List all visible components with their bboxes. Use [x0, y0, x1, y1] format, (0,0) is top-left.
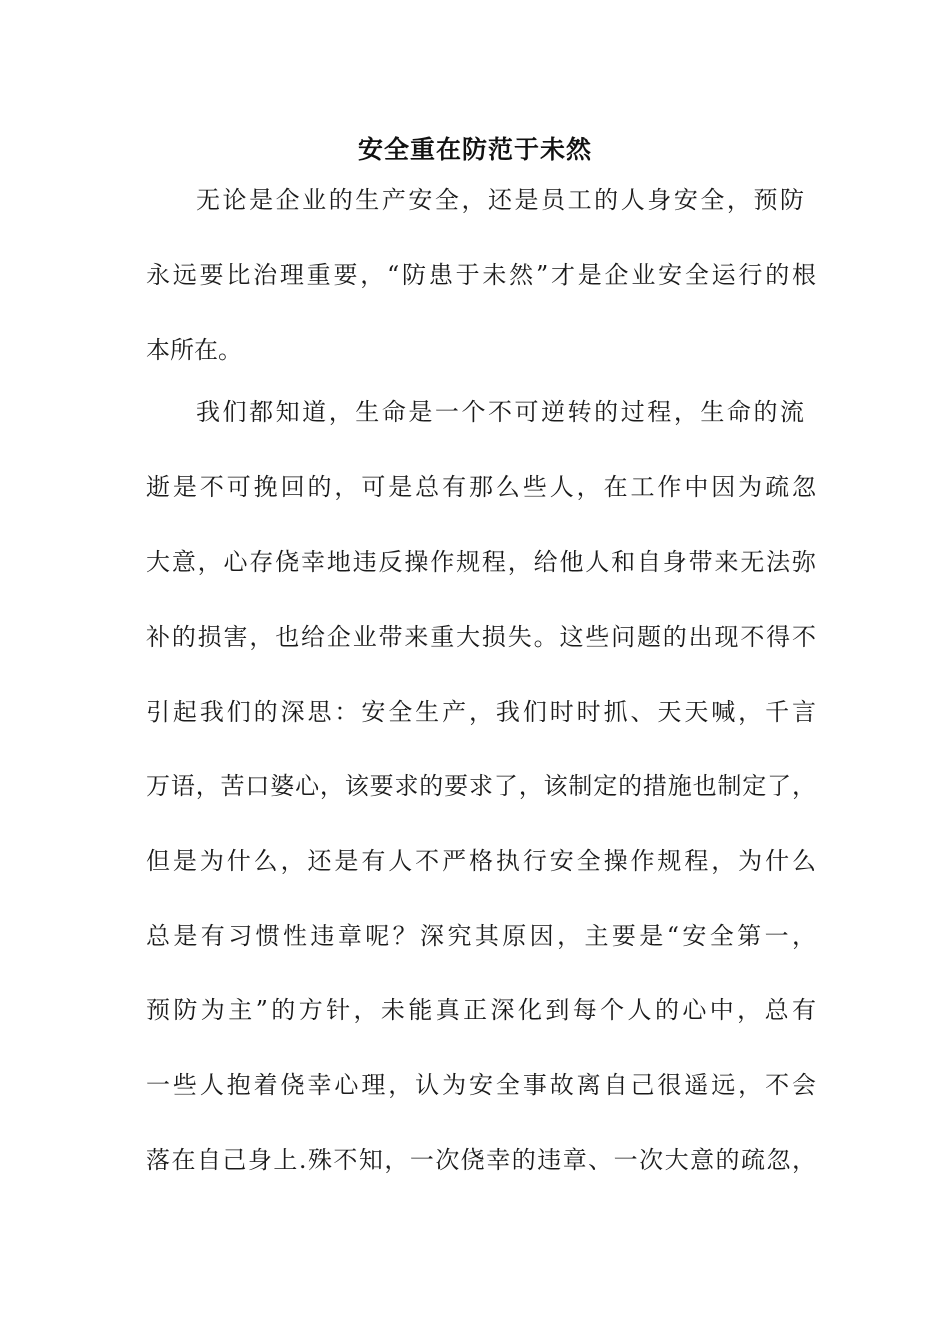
paragraph-2-line-4: 补的损害，也给企业带来重大损失。这些问题的出现不得不 [146, 623, 816, 651]
paragraph-2-line-6: 万语，苦口婆心，该要求的要求了，该制定的措施也制定了， [146, 772, 816, 800]
paragraph-1-line-3: 本所在。 [146, 336, 242, 364]
paragraph-2-line-10: 一些人抱着侥幸心理，认为安全事故离自己很遥远，不会 [146, 1071, 816, 1099]
paragraph-2-line-1: 我们都知道，生命是一个不可逆转的过程，生命的流 [196, 398, 804, 426]
document-title: 安全重在防范于未然 [357, 135, 592, 164]
paragraph-2-line-11: 落在自己身上.殊不知，一次侥幸的违章、一次大意的疏忽， [146, 1146, 816, 1174]
paragraph-2-line-5: 引起我们的深思：安全生产，我们时时抓、天天喊，千言 [146, 698, 816, 726]
paragraph-1-line-2: 永远要比治理重要，“防患于未然”才是企业安全运行的根 [146, 261, 816, 289]
paragraph-2-line-3: 大意，心存侥幸地违反操作规程，给他人和自身带来无法弥 [146, 548, 816, 576]
paragraph-2-line-2: 逝是不可挽回的，可是总有那么些人，在工作中因为疏忽 [146, 473, 816, 501]
paragraph-2-line-8: 总是有习惯性违章呢？深究其原因，主要是“安全第一， [146, 922, 816, 950]
paragraph-1-line-1: 无论是企业的生产安全，还是员工的人身安全，预防 [196, 186, 804, 214]
paragraph-2-line-9: 预防为主”的方针，未能真正深化到每个人的心中，总有 [146, 996, 816, 1024]
paragraph-2-line-7: 但是为什么，还是有人不严格执行安全操作规程，为什么 [146, 847, 816, 875]
